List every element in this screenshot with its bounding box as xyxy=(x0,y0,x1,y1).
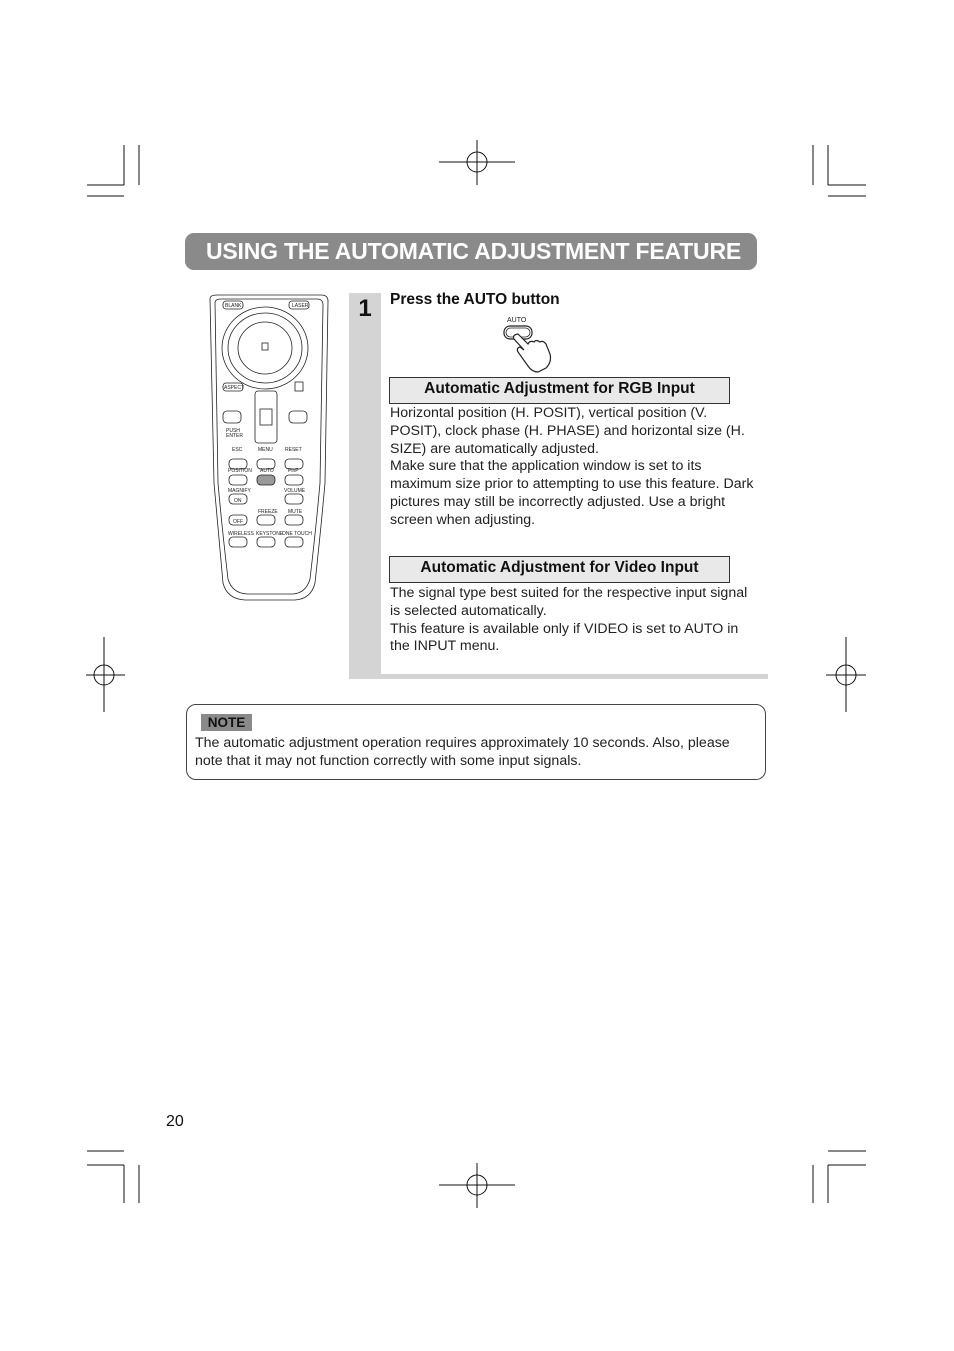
note-label: NOTE xyxy=(201,714,252,731)
remote-label: FREEZE xyxy=(258,509,278,515)
video-paragraph: This feature is available only if VIDEO is set to AUTO in the INPUT menu. xyxy=(390,620,739,655)
remote-control-illustration xyxy=(205,293,335,605)
remote-label: OFF xyxy=(233,519,243,525)
remote-label: VOLUME xyxy=(284,488,306,494)
remote-label: MENU xyxy=(258,447,273,453)
rgb-section-heading: Automatic Adjustment for RGB Input xyxy=(389,377,730,404)
page-number: 20 xyxy=(166,1113,184,1130)
auto-button-label: AUTO xyxy=(507,317,527,324)
rgb-section-body xyxy=(390,405,760,530)
remote-label: KEYSTONE xyxy=(256,531,284,537)
step-number: 1 xyxy=(358,295,372,322)
remote-label: ESC xyxy=(232,447,243,453)
remote-label: ON xyxy=(234,498,242,504)
note-text: The automatic adjustment operation requires approximately 10 seconds. Also, please note that it may not function correctly with some input signals. xyxy=(195,735,730,769)
remote-label: ASPECT xyxy=(224,385,245,391)
remote-label: AUTO xyxy=(260,468,274,474)
remote-label: WIRELESS xyxy=(228,531,254,537)
remote-label: LASER xyxy=(292,303,309,309)
remote-label: MUTE xyxy=(288,509,303,515)
remote-label: BLANK xyxy=(225,303,242,309)
remote-label: PinP xyxy=(288,468,299,474)
step-sidebar xyxy=(349,293,381,679)
remote-label: ONE TOUCH xyxy=(282,531,312,537)
remote-label: PUSH xyxy=(226,428,240,434)
remote-label: MAGNIFY xyxy=(228,488,251,494)
video-paragraph: The signal type best suited for the respective input signal is selected automatically. xyxy=(390,585,748,619)
remote-label: RESET xyxy=(285,447,302,453)
step-divider xyxy=(349,674,768,679)
step-heading: Press the AUTO button xyxy=(390,291,560,308)
rgb-paragraph: Horizontal position (H. POSIT), vertical position (V. POSIT), clock phase (H. PHASE) and horizontal size (H. SIZE) are automatically adjusted. xyxy=(390,405,745,457)
auto-button-hand-icon xyxy=(500,312,558,374)
video-section-body xyxy=(390,585,755,656)
video-section-heading: Automatic Adjustment for Video Input xyxy=(389,556,730,583)
page-title: USING THE AUTOMATIC ADJUSTMENT FEATURE xyxy=(206,238,742,264)
remote-label: POSITION xyxy=(228,468,252,474)
section-title-bar xyxy=(185,233,757,270)
rgb-paragraph: Make sure that the application window is set to its maximum size prior to attempting to use this feature. Dark pictures may still be incorrectly adjusted. Use a bright screen when adjusting. xyxy=(390,458,754,528)
remote-label: ENTER xyxy=(226,433,243,439)
